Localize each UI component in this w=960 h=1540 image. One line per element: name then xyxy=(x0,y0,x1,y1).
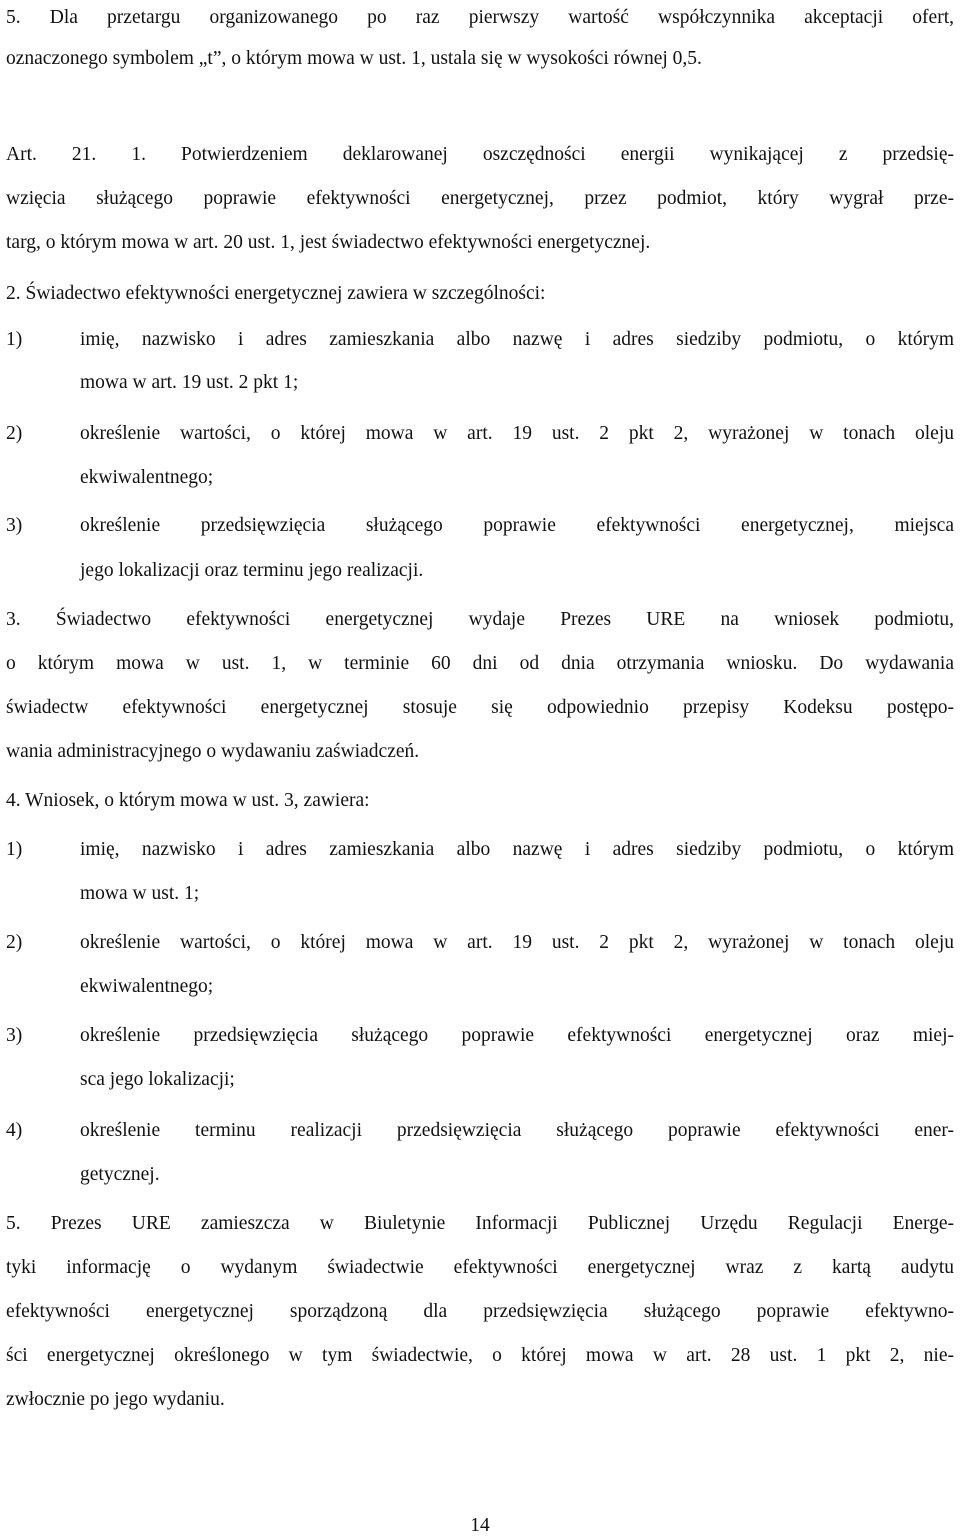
list-item-number: 1) xyxy=(6,329,23,350)
list-item-number: 4) xyxy=(6,1120,23,1141)
text-line: sca jego lokalizacji; xyxy=(80,1069,235,1090)
text-line: określenie wartości, o której mowa w art. 19 ust. 2 pkt 2, wyrażonej w tonach oleju xyxy=(80,932,954,953)
text-line: efektywności energetycznej sporządzoną dla przedsięwzięcia służącego poprawie efektywno- xyxy=(6,1301,954,1322)
list-item-number: 3) xyxy=(6,1025,23,1046)
text-line: wania administracyjnego o wydawaniu zaświadczeń. xyxy=(6,741,420,762)
text-line: jego lokalizacji oraz terminu jego realizacji. xyxy=(80,560,424,581)
text-line: o którym mowa w ust. 1, w terminie 60 dni od dnia otrzymania wniosku. Do wydawania xyxy=(6,653,954,674)
text-line: określenie wartości, o której mowa w art. 19 ust. 2 pkt 2, wyrażonej w tonach oleju xyxy=(80,423,954,444)
text-line: wzięcia służącego poprawie efektywności energetycznej, przez podmiot, który wygrał prze- xyxy=(6,188,954,209)
text-line: ekwiwalentnego; xyxy=(80,976,214,997)
list-item-number: 3) xyxy=(6,515,23,536)
list-item-number: 2) xyxy=(6,423,23,444)
text-line: mowa w art. 19 ust. 2 pkt 1; xyxy=(80,372,299,393)
text-line: 3. Świadectwo efektywności energetycznej wydaje Prezes URE na wniosek podmiotu, xyxy=(6,609,954,630)
text-line: świadectw efektywności energetycznej stosuje się odpowiednio przepisy Kodeksu postępo- xyxy=(6,697,954,718)
text-line: Art. 21. 1. Potwierdzeniem deklarowanej oszczędności energii wynikającej z przedsię- xyxy=(6,144,954,165)
text-line: getycznej. xyxy=(80,1164,160,1185)
text-line: ści energetycznej określonego w tym świadectwie, o której mowa w art. 28 ust. 1 pkt 2, nie- xyxy=(6,1345,954,1366)
list-item-number: 1) xyxy=(6,839,23,860)
text-line: określenie przedsięwzięcia służącego poprawie efektywności energetycznej, miejsca xyxy=(80,515,954,536)
text-line: oznaczonego symbolem „t”, o którym mowa w ust. 1, ustala się w wysokości równej 0,5. xyxy=(6,48,702,69)
article-21-paragraph-2: 2. Świadectwo efektywności energetycznej zawiera w szczególności: xyxy=(6,283,546,304)
text-line: tyki informację o wydanym świadectwie efektywności energetycznej wraz z kartą audytu xyxy=(6,1257,954,1278)
page-number: 14 xyxy=(470,1515,490,1536)
text-line: 5. Dla przetargu organizowanego po raz pierwszy wartość współczynnika akceptacji ofert, xyxy=(6,7,954,28)
text-line: targ, o którym mowa w art. 20 ust. 1, jest świadectwo efektywności energetycznej. xyxy=(6,232,651,253)
text-line: imię, nazwisko i adres zamieszkania albo nazwę i adres siedziby podmiotu, o którym xyxy=(80,329,954,350)
article-21-paragraph-4: 4. Wniosek, o którym mowa w ust. 3, zawiera: xyxy=(6,790,370,811)
text-line: określenie przedsięwzięcia służącego poprawie efektywności energetycznej oraz miej- xyxy=(80,1025,954,1046)
text-line: mowa w ust. 1; xyxy=(80,883,200,904)
list-item-number: 2) xyxy=(6,932,23,953)
text-line: zwłocznie po jego wydaniu. xyxy=(6,1389,225,1410)
text-line: 5. Prezes URE zamieszcza w Biuletynie Informacji Publicznej Urzędu Regulacji Energe- xyxy=(6,1213,954,1234)
text-line: określenie terminu realizacji przedsięwzięcia służącego poprawie efektywności ener- xyxy=(80,1120,954,1141)
text-line: imię, nazwisko i adres zamieszkania albo nazwę i adres siedziby podmiotu, o którym xyxy=(80,839,954,860)
text-line: ekwiwalentnego; xyxy=(80,467,214,488)
